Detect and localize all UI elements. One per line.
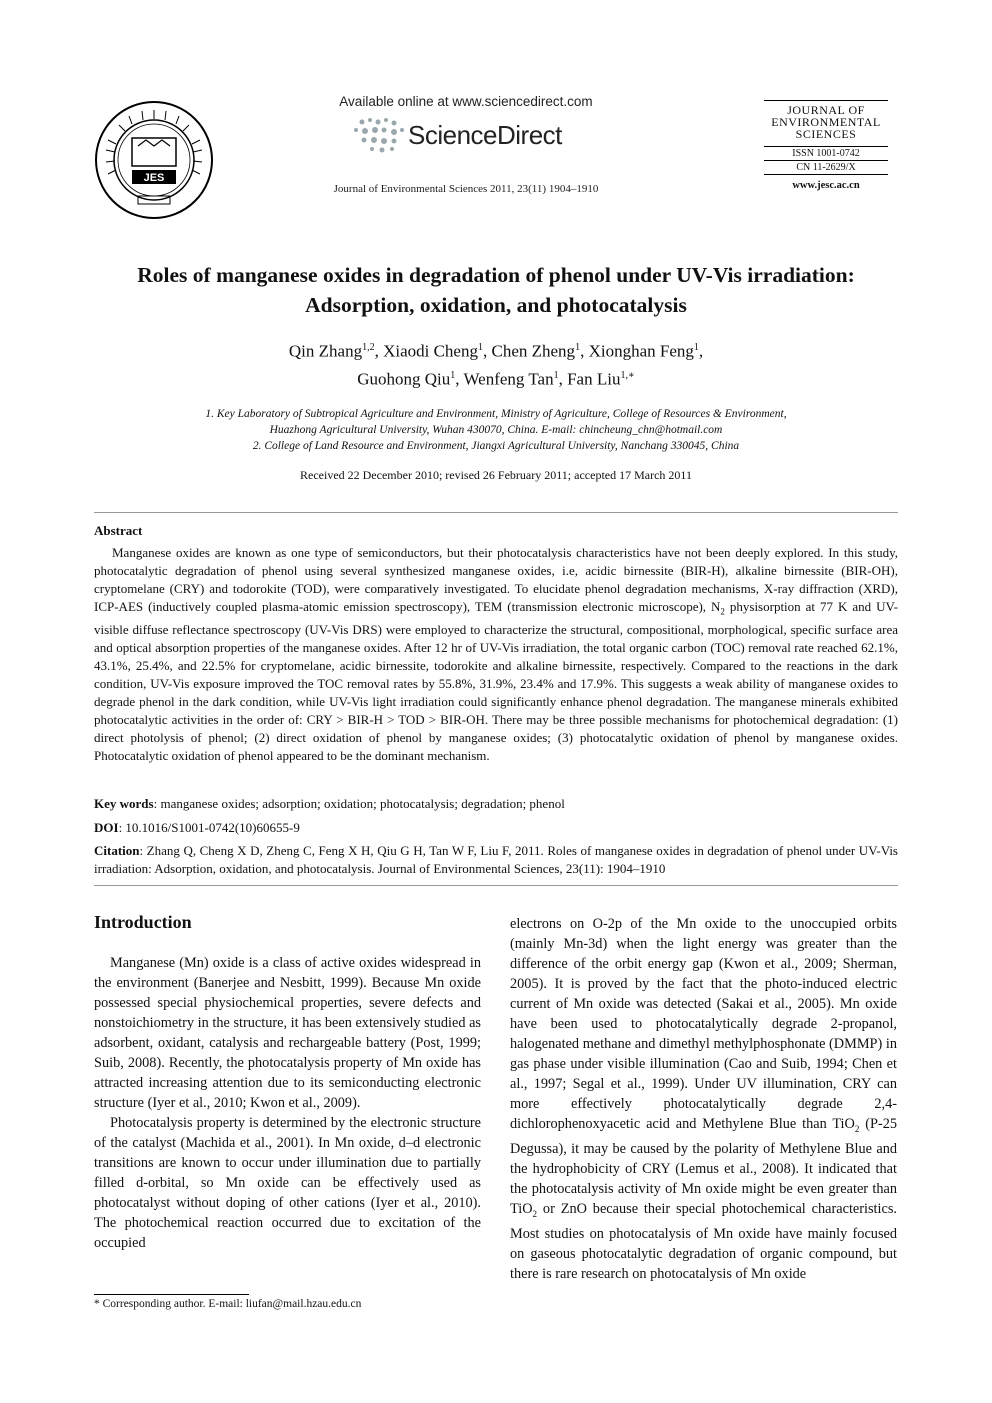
affiliation-line: Huazhong Agricultural University, Wuhan 430070, China. E-mail: chincheung_chn@hotmail.com — [269, 424, 723, 436]
paragraph-text: or ZnO because their special photochemical characteristics. Most studies on photocatalysis of Mn oxide have mainly focused on gaseous photocatalytic degradation of organic compound, but there is rare research on photocatalysis of Mn oxide — [510, 1200, 897, 1282]
journal-url: www.jesc.ac.cn — [792, 180, 860, 191]
affiliation-line: 2. College of Land Resource and Environment, Jiangxi Agricultural University, Nanchang 330045, China — [252, 440, 740, 452]
affiliation-line: 1. Key Laboratory of Subtropical Agriculture and Environment, Ministry of Agriculture, College of Resources & Environment, — [205, 408, 787, 420]
seal-text: JES — [143, 172, 165, 184]
paper-title — [60, 260, 932, 320]
author-affil: 1 — [477, 342, 483, 353]
paragraph: Manganese (Mn) oxide is a class of active oxides widespread in the environment (Banerjee and Nesbitt, 1999). Because Mn oxide possessed special physiochemical properties, severe defects and nonstoichiometry in the structure, it has been extensively studied as adsorbent, oxidant, catalysis and rechargeable battery (Post, 1999; Suib, 2008). Recently, the photocatalysis property of Mn oxide has attracted increasing attention due to its semiconducting electronic structure (Iyer et al., 2010; Kwon et al., 2009). — [94, 955, 481, 1111]
author: , Xionghan Feng — [580, 341, 694, 361]
journal-masthead-title — [764, 104, 888, 140]
section-heading-introduction: Introduction — [94, 912, 192, 932]
author-list — [100, 336, 892, 391]
author-affil: 1 — [553, 369, 559, 381]
author-affil: 1,∗ — [620, 369, 635, 381]
doi — [94, 819, 898, 837]
masthead-line: SCIENCES — [795, 127, 857, 141]
doi-label: DOI — [94, 820, 119, 835]
author-sep: , — [698, 341, 704, 361]
abstract-heading: Abstract — [94, 523, 143, 538]
author: , Xiaodi Cheng — [374, 341, 478, 361]
keywords-text: : manganese oxides; adsorption; oxidation; photocatalysis; degradation; phenol — [153, 796, 565, 811]
available-online-text: Available online at www.sciencedirect.com — [339, 94, 593, 109]
author: , Chen Zheng — [482, 341, 576, 361]
subscript: 2 — [854, 1123, 860, 1134]
author-line — [100, 336, 892, 364]
paragraph: Photocatalysis property is determined by the electronic structure of the catalyst (Machida et al., 2001). In Mn oxide, d–d electronic transitions are known to occur under illumination due to partially filled d-orbital, so Mn oxide can be effectively used as photocatalyst without doping of other cations (Iyer et al., 2010). The photochemical reaction occurred due to excitation of the occupied — [94, 1115, 481, 1251]
author: , Wenfeng Tan — [455, 369, 554, 389]
citation — [94, 842, 898, 878]
column-left — [94, 953, 481, 1253]
doi-text[interactable]: : 10.1016/S1001-0742(10)60655-9 — [118, 820, 300, 835]
author-line — [100, 364, 892, 392]
author: Qin Zhang — [288, 341, 363, 361]
column-right — [510, 914, 897, 1284]
sciencedirect-wordmark: ScienceDirect — [408, 120, 562, 150]
keywords-label: Key words — [94, 796, 154, 811]
title-line: Roles of manganese oxides in degradation of phenol under UV-Vis irradiation: — [137, 263, 855, 287]
sciencedirect-logo — [350, 114, 590, 154]
citation-label: Citation — [94, 843, 140, 858]
author-affil: 1,2 — [362, 342, 375, 353]
author: , Fan Liu — [558, 369, 621, 389]
author-affil: 1 — [575, 342, 581, 353]
divider — [94, 512, 898, 513]
abstract-body — [94, 544, 898, 765]
received-dates: Received 22 December 2010; revised 26 February 2011; accepted 17 March 2011 — [300, 468, 692, 482]
paragraph-text: (P-25 Degussa), it may be caused by the polarity of Methylene Blue and the hydrophobicity of CRY (Lemus et al., 2008). It indicated that the photocatalysis activity of Mn oxide might be even greater than TiO — [510, 1116, 897, 1217]
footnote-rule — [94, 1294, 249, 1295]
masthead-line: ENVIRONMENTAL — [771, 115, 881, 129]
author-affil: 1 — [693, 342, 699, 353]
issn: ISSN 1001-0742 — [764, 146, 888, 161]
subscript: 2 — [720, 606, 725, 617]
title-line: Adsorption, oxidation, and photocatalysis — [305, 293, 687, 317]
affiliations — [100, 406, 892, 454]
author: Guohong Qiu — [357, 369, 451, 389]
author-affil: 1 — [450, 369, 456, 381]
citation-text: : Zhang Q, Cheng X D, Zheng C, Feng X H, Qiu G H, Tan W F, Liu F, 2011. Roles of manganese oxides in degradation of phenol under UV-Vis irradiation: Adsorption, oxidation, and photocatalysis. Journal of Environmental Sciences, 23(11): 1904–1910 — [94, 843, 898, 876]
journal-reference: Journal of Environmental Sciences 2011, 23(11) 1904–1910 — [333, 183, 599, 195]
jes-seal-logo — [94, 100, 214, 220]
abstract-text: physisorption at 77 K and UV-visible diffuse reflectance spectroscopy (UV-Vis DRS) were employed to characterize the structural, compositional, morphological, specific surface area and optical absorption properties of the manganese oxides. After 12 hr of UV-Vis irradiation, the total organic carbon (TOC) removal rate reached 62.1%, 43.1%, 25.4%, and 22.5% for cryptomelane, acidic birnessite, todorokite and alkaline birnessite, respectively. Compared to the reactions in the dark condition, UV-Vis exposure improved the TOC removal rates by 55.8%, 31.9%, 23.4% and 17.9%. This suggests a weak ability of manganese oxides to degrade phenol in the dark condition, while UV-Vis light irradiation could significantly enhance phenol degradation. The manganese minerals exhibited photocatalytic activities in the order of: CRY > BIR-H > TOD > BIR-OH. There may be three possible mechanisms for photochemical degradation: (1) direct photolysis of phenol; (2) direct oxidation of phenol by manganese oxides; (3) photocatalytic oxidation of phenol by manganese oxides. Photocatalytic oxidation of phenol appeared to be the dominant mechanism. — [94, 599, 898, 763]
cn-number: CN 11-2629/X — [764, 161, 888, 175]
abstract-text: Manganese oxides are known as one type of semiconductors, but their photocatalysis characteristics have not been deeply explored. In this study, photocatalytic degradation of phenol using several synthesized manganese oxides, i.e, acidic birnessite (BIR-H), alkaline birnessite (BIR-OH), cryptomelane (CRY) and todorokite (TOD), were comparatively investigated. To elucidate phenol degradation mechanisms, X-ray diffraction (XRD), ICP-AES (inductively coupled plasma-atomic emission spectroscopy), TEM (transmission electronic microscope), N — [94, 545, 898, 614]
keywords — [94, 795, 898, 813]
subscript: 2 — [532, 1208, 538, 1219]
paragraph — [510, 914, 897, 1284]
journal-masthead — [764, 100, 888, 191]
sciencedirect-dots-icon — [350, 114, 410, 154]
masthead-line: JOURNAL OF — [787, 103, 865, 117]
paragraph-text: electrons on O-2p of the Mn oxide to the unoccupied orbits (mainly Mn-3d) when the light energy was greater than the difference of the orbit energy gap (Kwon et al., 2009; Sherman, 2005). It is proved by the fact that the photo-induced electric current of Mn oxide was detected (Sakai et al., 2005). Mn oxide have been used to photocatalytically degrade 2-propanol, halogenated methane and dimethyl methylphosphonate (DMMP) in gas phase under visible illumination (Cao and Suib, 1994; Chen et al., 1997; Segal et al., 1999). Under UV illumination, CRY can more effectively photocatalytically degrade 2,4-dichlorophenoxyacetic acid and Methylene Blue than TiO — [510, 916, 897, 1132]
footnote-corresponding-author: * Corresponding author. E-mail: liufan@mail.hzau.edu.cn — [94, 1298, 362, 1310]
divider — [94, 885, 898, 886]
